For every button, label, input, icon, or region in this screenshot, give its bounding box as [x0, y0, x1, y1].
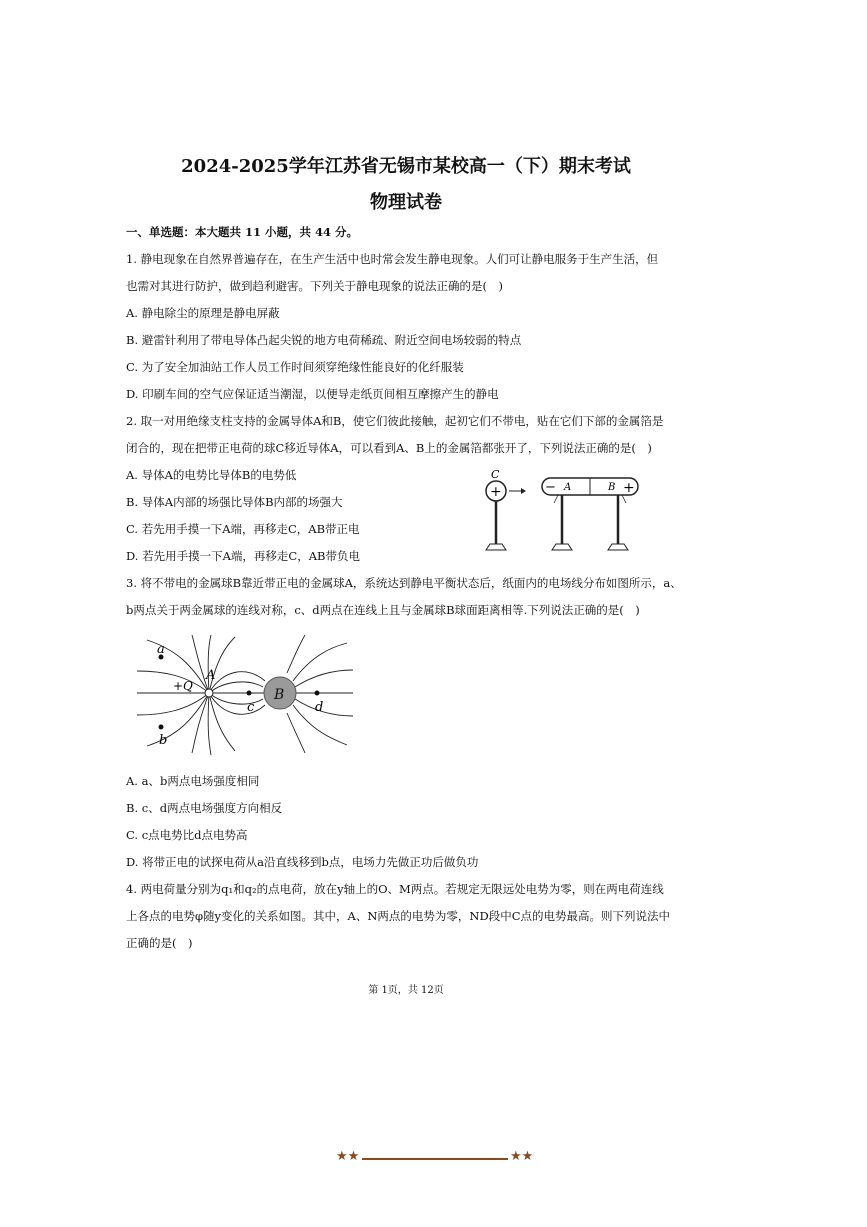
q3-option-b: B. c、d两点电场强度方向相反 [126, 801, 283, 815]
q3-field-line-figure [137, 635, 353, 757]
q3-label-big-b: B [274, 687, 285, 703]
q3-label-q: +Q [173, 679, 193, 693]
q2-option-b: B. 导体A内部的场强比导体B内部的场强大 [126, 495, 343, 509]
q3-label-d: d [315, 700, 324, 715]
decor-rule [362, 1158, 508, 1160]
footer-decoration [336, 1150, 536, 1168]
q2-label-b: B [608, 482, 616, 493]
exam-title: 2024-2025学年江苏省无锡市某校高一（下）期末考试 [181, 156, 631, 177]
page-number: 第 1页，共 12页 [368, 985, 444, 996]
star-icon: ★★ [510, 1149, 534, 1164]
q3-stem-line2: b两点关于两金属球的连线对称，c、d两点在连线上且与金属球B球面距离相等.下列说法正确的是( ) [126, 603, 640, 617]
q3-label-a: a [157, 642, 165, 657]
q3-label-b: b [159, 733, 168, 748]
arrow-head [521, 488, 526, 494]
q4-stem-line3: 正确的是( ) [126, 936, 193, 950]
q1-option-c: C. 为了安全加油站工作人员工作时间须穿绝缘性能良好的化纤服装 [126, 360, 464, 374]
q3-option-d: D. 将带正电的试探电荷从a沿直线移到b点，电场力先做正功后做负功 [126, 855, 479, 869]
q1-option-b: B. 避雷针利用了带电导体凸起尖锐的地方电荷稀疏、附近空间电场较弱的特点 [126, 333, 522, 347]
q3-label-big-a: A [206, 668, 216, 683]
q3-option-c: C. c点电势比d点电势高 [126, 828, 248, 842]
q2-minus-sign: − [545, 480, 556, 495]
star-icon: ★★ [336, 1149, 360, 1164]
q2-stem-line1: 2. 取一对用绝缘支柱支持的金属导体A和B，使它们彼此接触，起初它们不带电，贴在它们下部的金属箔是 [126, 414, 664, 428]
q2-plus-sign: + [623, 480, 635, 496]
base-a [552, 544, 572, 550]
q3-option-a: A. a、b两点电场强度相同 [126, 774, 260, 788]
q2-label-a: A [564, 482, 572, 493]
q4-stem-line2: 上各点的电势φ随y变化的关系如图。其中，A、N两点的电势为零，ND段中C点的电势最高。则下列说法中 [126, 909, 670, 923]
q2-option-d: D. 若先用手摸一下A端，再移走C，AB带负电 [126, 549, 360, 563]
q3-stem-line1: 3. 将不带电的金属球B靠近带正电的金属球A，系统达到静电平衡状态后，纸面内的电场线分布如图所示，a、 [126, 576, 682, 590]
q1-stem-line1: 1. 静电现象在自然界普遍存在，在生产生活中也时常会发生静电现象。人们可让静电服务于生产生活，但 [126, 252, 659, 266]
foil-b [622, 495, 626, 503]
field-lines [137, 635, 353, 755]
sphere-a [205, 689, 213, 697]
section-heading: 一、单选题：本大题共 11 小题，共 44 分。 [126, 225, 359, 239]
q2-stem-line2: 闭合的，现在把带正电荷的球C移近导体A，可以看到A、B上的金属箔都张开了，下列说法正确的是( ) [126, 441, 652, 455]
q2-conductor-figure [478, 466, 648, 558]
point-d [315, 691, 320, 696]
point-b [159, 725, 164, 730]
q1-option-a: A. 静电除尘的原理是静电屏蔽 [126, 306, 280, 320]
point-c [247, 691, 252, 696]
q4-stem-line1: 4. 两电荷量分别为q₁和q₂的点电荷，放在y轴上的O、M两点。若规定无限远处电势为零，则在两电荷连线 [126, 882, 664, 896]
q1-stem-line2: 也需对其进行防护，做到趋利避害。下列关于静电现象的说法正确的是( ) [126, 279, 503, 293]
base-b [608, 544, 628, 550]
q2-option-c: C. 若先用手摸一下A端，再移走C，AB带正电 [126, 522, 360, 536]
ball-c-base [486, 544, 506, 550]
q2-option-a: A. 导体A的电势比导体B的电势低 [126, 468, 297, 482]
q1-option-d: D. 印刷车间的空气应保证适当潮湿，以便导走纸页间相互摩擦产生的静电 [126, 387, 499, 401]
exam-subtitle: 物理试卷 [370, 192, 442, 213]
q2-ball-sign: + [490, 484, 502, 500]
q2-label-c: C [491, 468, 500, 481]
q3-label-c: c [247, 700, 255, 715]
foil-a [554, 495, 558, 503]
